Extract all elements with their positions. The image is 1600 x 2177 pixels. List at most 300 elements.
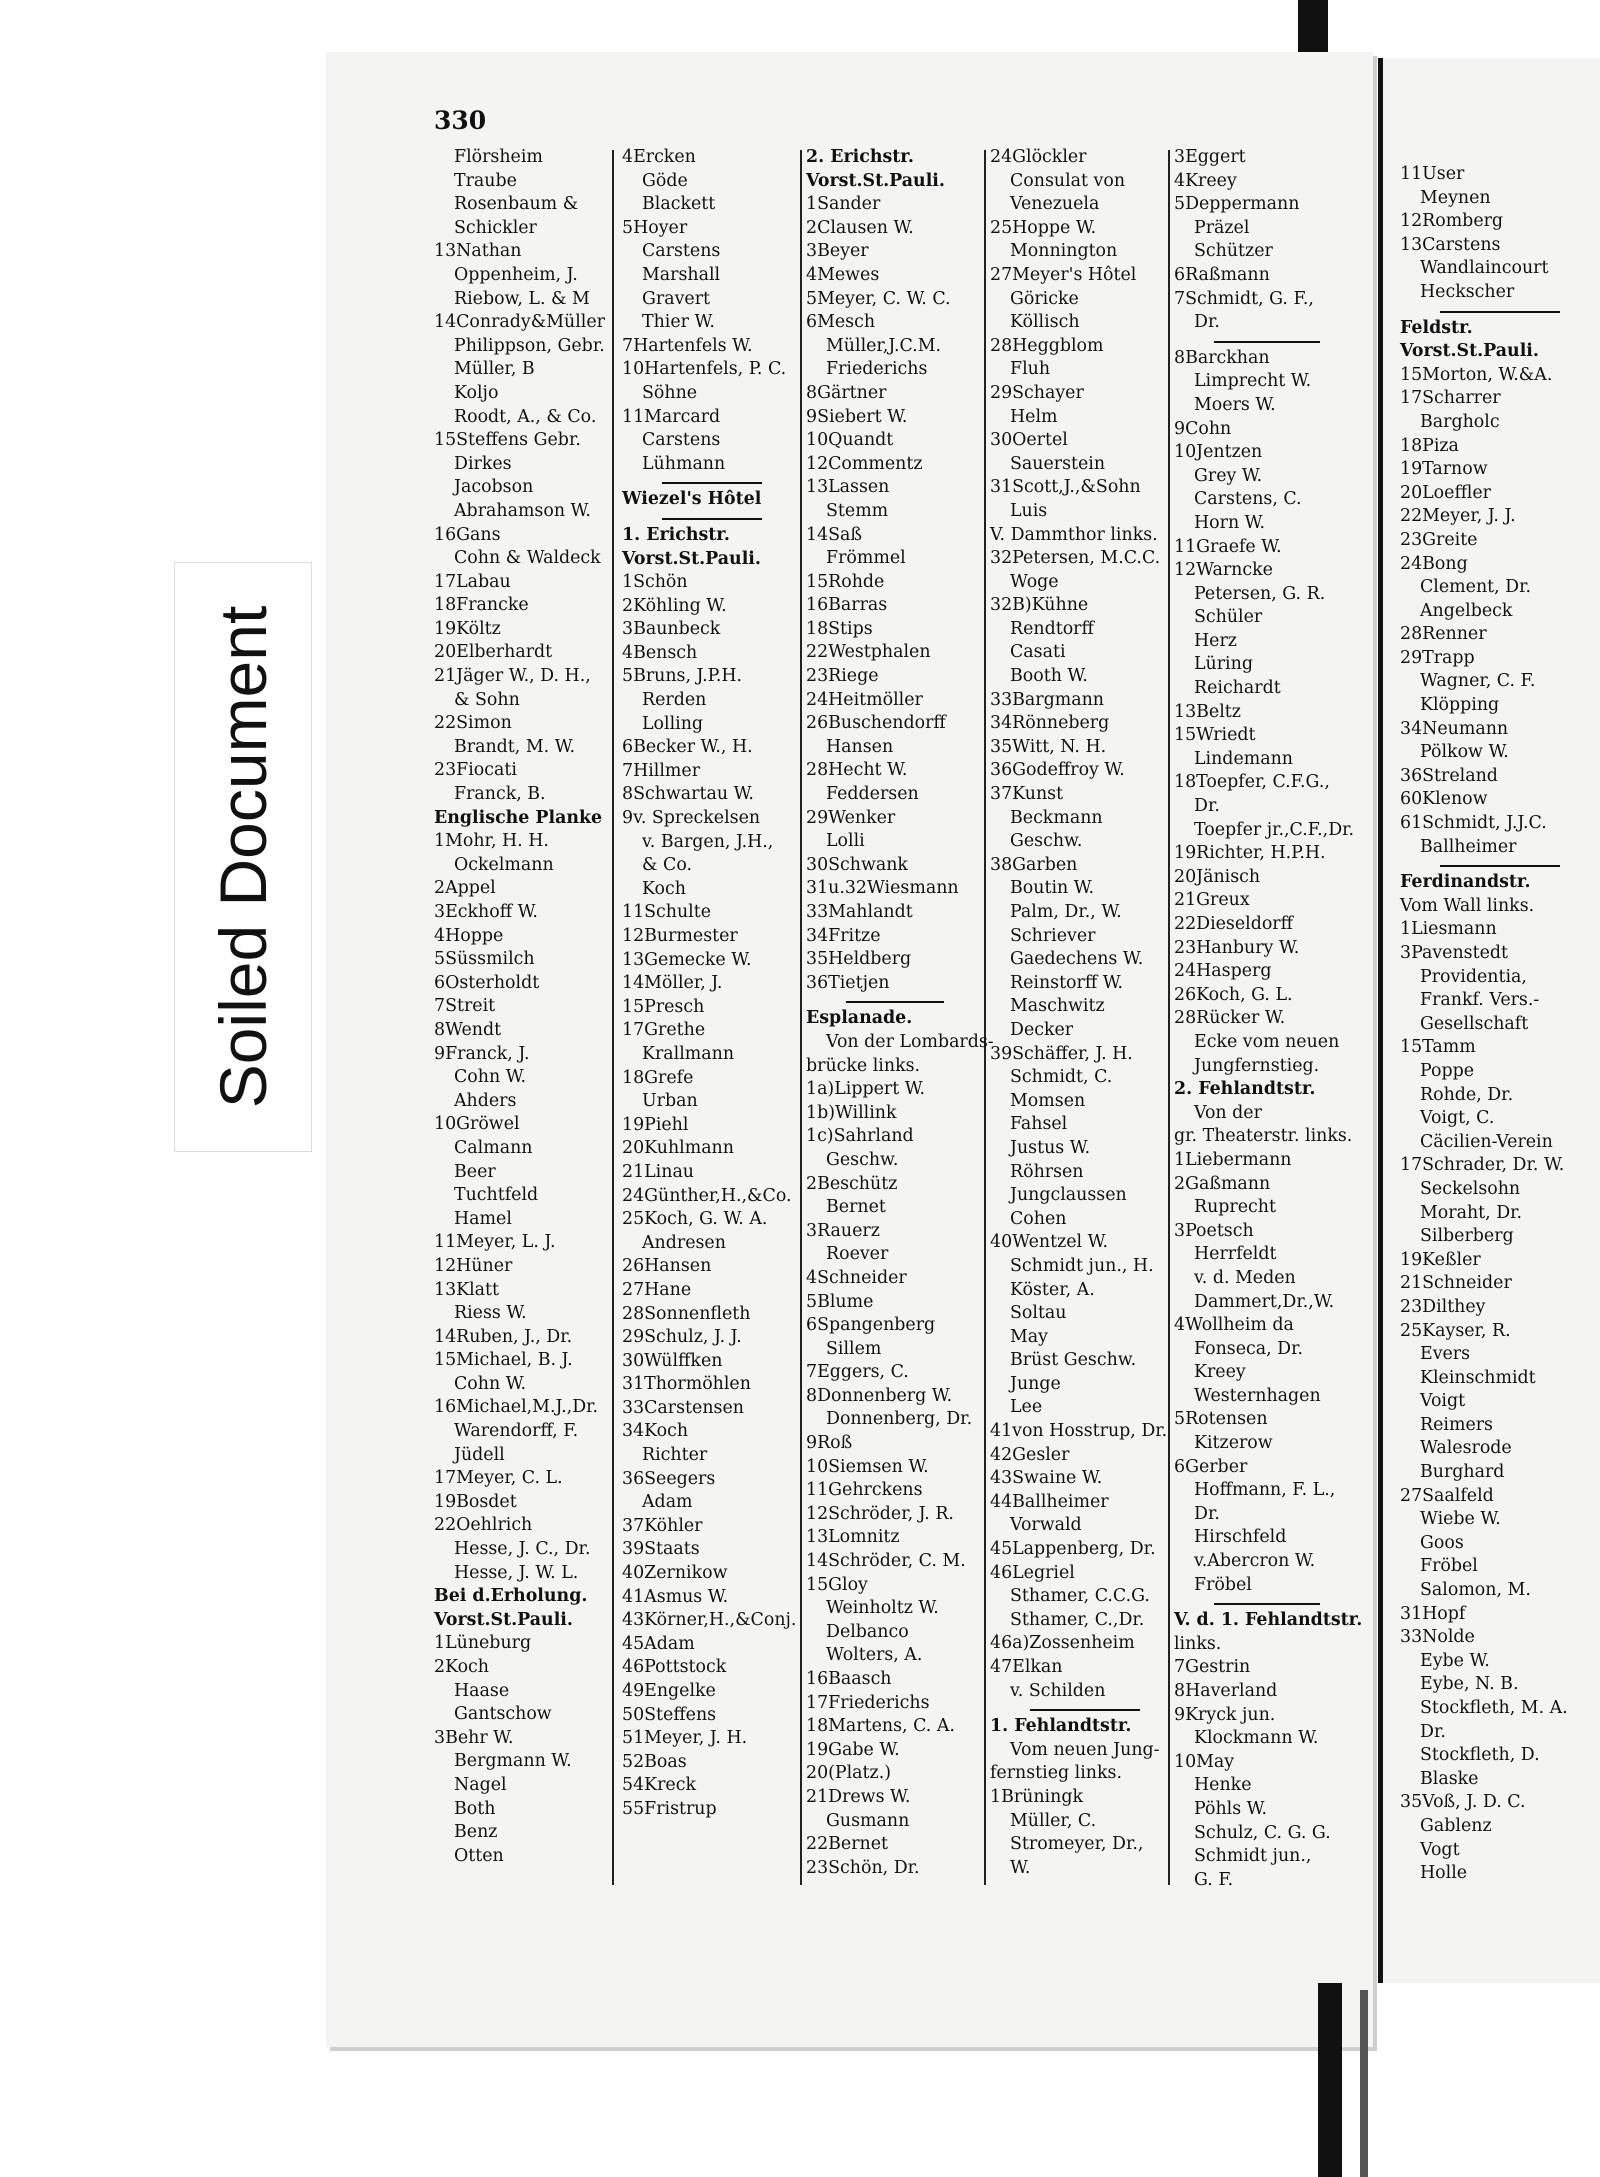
street-heading: Wiezel's Hôtel <box>622 489 762 510</box>
directory-entry: Toepfer jr.,C.F.,Dr. <box>1194 819 1355 840</box>
street-heading: Englische Planke <box>434 807 603 828</box>
directory-entry: Stromeyer, Dr., <box>1010 1834 1144 1855</box>
directory-entry: 2Koch <box>434 1657 489 1677</box>
directory-entry: Silberberg <box>1420 1226 1514 1247</box>
directory-entry: 15Morton, W.&A. <box>1400 364 1553 385</box>
directory-entry: gr. Theaterstr. links. <box>1174 1126 1353 1147</box>
directory-entry: 7Gestrin <box>1174 1657 1251 1678</box>
directory-entry: 19Költz <box>434 618 501 639</box>
street-heading: Bei d.Erholung. <box>434 1586 588 1607</box>
street-heading: 1. Erichstr. <box>622 524 730 545</box>
column-divider <box>984 150 986 1885</box>
directory-entry: 2Beschütz <box>806 1173 898 1194</box>
directory-entry: 6Raßmann <box>1174 264 1270 285</box>
directory-entry: 13Lomnitz <box>806 1527 900 1548</box>
directory-entry: 3Pavenstedt <box>1400 943 1508 963</box>
directory-entry: Dr. <box>1194 312 1220 333</box>
directory-entry: Moraht, Dr. <box>1420 1202 1523 1223</box>
directory-entry: Dammert,Dr.,W. <box>1194 1291 1335 1312</box>
directory-entry: Jacobson <box>454 477 534 498</box>
directory-entry: Boutin W. <box>1010 878 1095 899</box>
directory-entry: Adam <box>642 1492 693 1513</box>
directory-entry: 2Appel <box>434 878 496 899</box>
directory-entry: Friederichs <box>826 359 928 380</box>
directory-entry: Sthamer, C.,Dr. <box>1010 1609 1145 1630</box>
directory-entry: v. d. Meden <box>1194 1267 1296 1288</box>
directory-entry: Salomon, M. <box>1420 1580 1531 1601</box>
directory-entry: Ballheimer <box>1420 836 1517 857</box>
directory-entry: 12Burmester <box>622 926 738 946</box>
directory-entry: Reichardt <box>1194 678 1281 699</box>
directory-entry: Präzel <box>1194 217 1250 238</box>
street-heading: Ferdinandstr. <box>1400 872 1531 893</box>
book-binding-bottom <box>1318 1983 1342 2177</box>
directory-entry: Müller, B <box>454 359 535 380</box>
directory-entry: Dr. <box>1194 796 1220 817</box>
directory-entry: 3Beyer <box>806 241 869 262</box>
directory-entry: 1Sander <box>806 194 881 215</box>
directory-entry: 34Rönneberg <box>990 713 1110 734</box>
directory-entry: 10Quandt <box>806 430 894 451</box>
directory-entry: Wolters, A. <box>826 1645 923 1666</box>
directory-entry: 41von Hosstrup, Dr. <box>990 1421 1168 1442</box>
directory-entry: Heckscher <box>1420 281 1515 302</box>
directory-entry: 42Gesler <box>990 1444 1070 1465</box>
directory-entry: 30Oertel <box>990 430 1068 451</box>
directory-entry: 14Ruben, J., Dr. <box>434 1326 573 1347</box>
directory-entry: W. <box>1010 1857 1031 1878</box>
directory-entry: 4Wollheim da <box>1174 1315 1294 1336</box>
directory-entry: Vorwald <box>1010 1515 1082 1536</box>
directory-entry: Richter <box>642 1445 708 1466</box>
directory-entry: Cohn & Waldeck <box>454 548 601 569</box>
directory-entry: Woge <box>1010 571 1059 592</box>
directory-entry: Thier W. <box>642 312 715 333</box>
directory-entry: Lindemann <box>1194 748 1293 769</box>
directory-entry: Müller,J.C.M. <box>826 335 942 356</box>
directory-entry: 5Deppermann <box>1174 194 1300 215</box>
directory-entry: Schüler <box>1194 607 1263 628</box>
directory-entry: 16Barras <box>806 595 888 616</box>
directory-entry: Stockfleth, M. A. <box>1420 1698 1568 1718</box>
directory-entry: 18Grefe <box>622 1067 694 1088</box>
directory-entry: 26Hansen <box>622 1256 712 1277</box>
directory-entry: Feddersen <box>826 784 919 805</box>
directory-entry: 1a)Lippert W. <box>806 1079 926 1100</box>
directory-entry: Wagner, C. F. <box>1420 671 1536 692</box>
directory-entry: Schmidt jun., H. <box>1010 1255 1154 1276</box>
directory-entry: 14Saß <box>806 524 863 545</box>
directory-entry: Monnington <box>1010 241 1118 262</box>
directory-entry: 29Wenker <box>806 807 896 828</box>
directory-entry: 35Heldberg <box>806 949 912 970</box>
directory-entry: Carstens <box>642 430 721 451</box>
directory-entry: 18Stips <box>806 618 873 639</box>
section-rule <box>622 476 802 488</box>
book-binding-top <box>1298 0 1328 52</box>
directory-entry: 20Loeffler <box>1400 482 1491 503</box>
directory-entry: 19Tarnow <box>1400 459 1488 480</box>
directory-entry: May <box>1010 1326 1048 1347</box>
directory-entry: Cäcilien-Verein <box>1420 1131 1553 1152</box>
directory-entry: Andresen <box>642 1232 726 1253</box>
directory-entry: Otten <box>454 1845 504 1866</box>
directory-entry: Fluh <box>1010 359 1051 380</box>
directory-entry: Bergmann W. <box>454 1751 572 1772</box>
directory-entry: 6Becker W., H. <box>622 737 753 758</box>
directory-entry: Schickler <box>454 217 537 238</box>
directory-entry: Lee <box>1010 1397 1043 1418</box>
directory-entry: 17Meyer, C. L. <box>434 1468 563 1489</box>
directory-entry: 4Hoppe <box>434 925 504 946</box>
directory-entry: 4Schneider <box>806 1267 907 1288</box>
directory-entry: Blaske <box>1420 1768 1479 1789</box>
directory-entry: 5Meyer, C. W. C. <box>806 288 951 309</box>
directory-entry: 28Rücker W. <box>1174 1008 1286 1029</box>
directory-entry: 40Wentzel W. <box>990 1232 1108 1253</box>
directory-entry: 16Baasch <box>806 1669 892 1689</box>
directory-entry: 60Klenow <box>1400 789 1488 810</box>
directory-entry: 21Jäger W., D. H., <box>434 666 591 687</box>
directory-entry: 5Bruns, J.P.H. <box>622 666 743 687</box>
directory-entry: Momsen <box>1010 1090 1086 1111</box>
directory-entry: 4Ercken <box>622 147 696 167</box>
directory-entry: Hoffmann, F. L., <box>1194 1480 1336 1501</box>
directory-entry: 7Hillmer <box>622 760 701 781</box>
directory-entry: Beckmann <box>1010 807 1103 828</box>
directory-entry: Limprecht W. <box>1194 371 1312 392</box>
directory-entry: 4Bensch <box>622 642 698 663</box>
directory-entry: Haase <box>454 1680 510 1701</box>
directory-entry: 3Eggert <box>1174 147 1246 167</box>
directory-entry: Gaedechens W. <box>1010 949 1144 970</box>
directory-entry: Geschw. <box>1010 831 1083 852</box>
directory-entry: 1Lüneburg <box>434 1633 532 1654</box>
directory-entry: 37Köhler <box>622 1515 703 1536</box>
directory-column-4 <box>990 146 1180 1880</box>
directory-entry: Röhrsen <box>1010 1161 1084 1182</box>
directory-entry: Jungfernstieg. <box>1194 1055 1320 1076</box>
directory-entry: Palm, Dr., W. <box>1010 902 1122 922</box>
directory-entry: 15Michael, B. J. <box>434 1350 573 1371</box>
directory-entry: Eybe, N. B. <box>1420 1674 1519 1695</box>
section-rule <box>1400 305 1600 317</box>
directory-entry: Fröbel <box>1420 1556 1478 1577</box>
directory-entry: 28Heggblom <box>990 335 1104 356</box>
directory-entry: 11Gehrckens <box>806 1480 923 1501</box>
directory-entry: 32B)Kühne <box>990 595 1089 616</box>
directory-entry: Gablenz <box>1420 1815 1492 1836</box>
directory-entry: Gantschow <box>454 1704 552 1725</box>
directory-entry: 15Gloy <box>806 1574 868 1595</box>
directory-entry: Oppenheim, J. <box>454 264 578 285</box>
directory-column-2 <box>622 146 802 1822</box>
directory-entry: 6Spangenberg <box>806 1315 936 1336</box>
directory-entry: Moers W. <box>1194 394 1276 415</box>
directory-entry: 3Baunbeck <box>622 619 721 640</box>
directory-entry: Gesellschaft <box>1420 1013 1529 1034</box>
directory-entry: Pöhls W. <box>1194 1798 1268 1819</box>
directory-entry: 5Rotensen <box>1174 1409 1268 1430</box>
directory-entry: 10Gröwel <box>434 1114 520 1135</box>
street-heading: V. d. 1. Fehlandtstr. <box>1174 1610 1363 1631</box>
directory-entry: 36Streland <box>1400 765 1498 786</box>
directory-entry: 23Riege <box>806 666 879 687</box>
directory-column-5 <box>1174 146 1363 1892</box>
directory-entry: Schriever <box>1010 925 1096 946</box>
directory-entry: 46Pottstock <box>622 1657 727 1678</box>
directory-entry: Wandlaincourt <box>1420 258 1549 279</box>
directory-entry: 19Piehl <box>622 1114 689 1135</box>
directory-entry: 16Gans <box>434 524 501 545</box>
directory-entry: 18Toepfer, C.F.G., <box>1174 772 1330 793</box>
directory-entry: 22Simon <box>434 713 512 734</box>
directory-entry: 12Hüner <box>434 1255 513 1276</box>
directory-entry: Abrahamson W. <box>454 500 591 521</box>
directory-entry: Riess W. <box>454 1303 527 1324</box>
directory-entry: Rendtorff <box>1010 618 1094 639</box>
directory-entry: 5Süssmilch <box>434 949 535 970</box>
directory-entry: Ecke vom neuen <box>1194 1031 1340 1052</box>
soiled-document-stamp <box>174 562 312 1152</box>
directory-entry: Göricke <box>1010 288 1079 309</box>
directory-entry: 10Jentzen <box>1174 442 1263 463</box>
directory-entry: Sillem <box>826 1338 882 1359</box>
directory-entry: 18Francke <box>434 595 529 616</box>
directory-entry: Casati <box>1010 642 1066 663</box>
directory-entry: Evers <box>1420 1344 1471 1365</box>
directory-entry: Providentia, <box>1420 966 1527 987</box>
street-heading: 1. Fehlandtstr. <box>990 1716 1132 1737</box>
directory-entry: 46Legriel <box>990 1562 1075 1583</box>
directory-entry: 1Liesmann <box>1400 919 1497 940</box>
directory-entry: Krallmann <box>642 1043 735 1064</box>
directory-entry: Helm <box>1010 406 1058 427</box>
directory-entry: 27Hane <box>622 1279 692 1300</box>
directory-entry: 26Koch, G. L. <box>1174 984 1293 1005</box>
directory-entry: Holle <box>1420 1863 1468 1884</box>
directory-entry: 9Cohn <box>1174 418 1232 439</box>
directory-entry: Seckelsohn <box>1420 1178 1521 1199</box>
directory-entry: Angelbeck <box>1420 600 1513 621</box>
directory-entry: 11Schulte <box>622 902 712 923</box>
directory-entry: 13Lassen <box>806 477 890 498</box>
section-rule <box>990 1703 1180 1715</box>
directory-entry: Dr. <box>1420 1721 1446 1742</box>
directory-entry: 8Haverland <box>1174 1681 1278 1701</box>
directory-entry: Riebow, L. & M <box>454 288 590 309</box>
directory-entry: Bargholc <box>1420 411 1500 432</box>
directory-entry: 47Elkan <box>990 1657 1063 1677</box>
directory-entry: 14Conrady&Müller <box>434 312 605 333</box>
directory-entry: Lolling <box>642 713 704 734</box>
directory-entry: Schützer <box>1194 241 1273 262</box>
directory-entry: Donnenberg, Dr. <box>826 1409 973 1430</box>
section-rule <box>1174 1597 1360 1609</box>
directory-entry: Consulat von <box>1010 170 1126 191</box>
directory-entry: 44Ballheimer <box>990 1491 1109 1512</box>
directory-entry: Dr. <box>1194 1503 1220 1524</box>
directory-entry: 19Keßler <box>1400 1249 1481 1270</box>
directory-entry: Von der Lombards- <box>826 1031 994 1052</box>
directory-entry: 2Köhling W. <box>622 595 727 616</box>
directory-entry: Reinstorff W. <box>1010 972 1124 993</box>
directory-entry: 3Rauerz <box>806 1220 880 1241</box>
directory-entry: Kleinschmidt <box>1420 1367 1536 1388</box>
directory-entry: 22Oehlrich <box>434 1515 533 1536</box>
directory-entry: Schmidt jun., <box>1194 1846 1312 1867</box>
directory-entry: 28Hecht W. <box>806 760 908 781</box>
directory-entry: Roever <box>826 1244 889 1265</box>
page-number: 330 <box>434 106 487 135</box>
directory-entry: Justus W. <box>1010 1137 1091 1158</box>
directory-entry: 31Thormöhlen <box>622 1374 751 1395</box>
directory-entry: Jüdell <box>454 1444 505 1465</box>
directory-entry: 18Piza <box>1400 435 1459 456</box>
directory-entry: 13Nathan <box>434 241 522 262</box>
directory-entry: 49Engelke <box>622 1681 716 1701</box>
directory-entry: 19Bosdet <box>434 1491 517 1512</box>
directory-entry: Fröbel <box>1194 1574 1252 1595</box>
directory-entry: 21Schneider <box>1400 1273 1512 1294</box>
directory-entry: Pölkow W. <box>1420 742 1509 763</box>
directory-entry: 19Gabe W. <box>806 1739 900 1760</box>
directory-entry: Cohn W. <box>454 1067 527 1088</box>
directory-entry: 55Fristrup <box>622 1798 717 1819</box>
directory-entry: Goos <box>1420 1532 1464 1553</box>
directory-entry: Horn W. <box>1194 512 1266 533</box>
street-heading: Vorst.St.Pauli. <box>434 1609 573 1630</box>
directory-entry: Brüst Geschw. <box>1010 1350 1137 1371</box>
directory-entry: 10Siemsen W. <box>806 1456 929 1477</box>
directory-entry: 38Garben <box>990 854 1078 875</box>
directory-entry: Eybe W. <box>1420 1650 1490 1671</box>
directory-entry: 34Fritze <box>806 925 881 946</box>
directory-entry: 46a)Zossenheim <box>990 1633 1135 1654</box>
section-rule <box>1400 859 1600 871</box>
directory-entry: Rosenbaum & <box>454 194 579 215</box>
directory-entry: 2Gaßmann <box>1174 1173 1271 1194</box>
directory-entry: Franck, B. <box>454 784 546 805</box>
directory-entry: 31u.32Wiesmann <box>806 878 959 899</box>
directory-entry: 21Linau <box>622 1161 695 1182</box>
directory-entry: 11User <box>1400 164 1465 184</box>
directory-entry: & Co. <box>642 855 693 876</box>
directory-entry: Cohen <box>1010 1208 1067 1229</box>
directory-entry: 1Liebermann <box>1174 1149 1292 1170</box>
directory-entry: 33Nolde <box>1400 1627 1475 1648</box>
directory-entry: 3Poetsch <box>1174 1220 1254 1241</box>
directory-entry: 7Hartenfels W. <box>622 335 753 356</box>
directory-entry: Köster, A. <box>1010 1279 1095 1300</box>
directory-entry: Frankf. Vers.- <box>1420 990 1540 1011</box>
directory-entry: Fahsel <box>1010 1114 1068 1135</box>
directory-entry: Junge <box>1010 1373 1061 1394</box>
directory-entry: 43Körner,H.,&Conj. <box>622 1610 797 1631</box>
directory-entry: 20Kuhlmann <box>622 1138 734 1159</box>
directory-entry: Kreey <box>1194 1362 1246 1383</box>
directory-entry: 4Kreey <box>1174 170 1237 191</box>
directory-entry: 34Neumann <box>1400 718 1509 739</box>
directory-entry: 9Roß <box>806 1433 853 1454</box>
directory-entry: 31Scott,J.,&Sohn <box>990 477 1141 498</box>
directory-entry: 25Koch, G. W. A. <box>622 1209 768 1230</box>
book-binding-shadow <box>1360 1990 1368 2177</box>
directory-entry: Flörsheim <box>454 147 543 167</box>
directory-entry: Ockelmann <box>454 854 554 875</box>
directory-entry: Henke <box>1194 1775 1252 1796</box>
directory-entry: 9Kryck jun. <box>1174 1704 1276 1725</box>
directory-entry: Koljo <box>454 382 499 403</box>
street-heading: Vorst.St.Pauli. <box>806 170 945 191</box>
directory-entry: Ruprecht <box>1194 1197 1276 1218</box>
facing-page-column <box>1400 163 1600 1886</box>
directory-entry: 15Tamm <box>1400 1037 1476 1058</box>
directory-entry: Cohn W. <box>454 1373 527 1394</box>
directory-entry: 33Carstensen <box>622 1397 744 1418</box>
directory-column-3 <box>806 146 994 1880</box>
directory-entry: 35Voß, J. D. C. <box>1400 1792 1526 1813</box>
directory-entry: 45Adam <box>622 1633 695 1654</box>
directory-entry: Traube <box>454 170 517 191</box>
directory-entry: 11Graefe W. <box>1174 536 1282 557</box>
directory-entry: 3Behr W. <box>434 1727 514 1748</box>
directory-entry: 29Schayer <box>990 382 1084 403</box>
directory-entry: 6Gerber <box>1174 1456 1248 1477</box>
directory-entry: Lühmann <box>642 453 726 474</box>
directory-entry: 13Klatt <box>434 1279 500 1300</box>
directory-entry: Bernet <box>826 1197 886 1218</box>
directory-entry: Meynen <box>1420 187 1491 208</box>
street-heading: 2. Fehlandtstr. <box>1174 1079 1316 1100</box>
directory-entry: 29Schulz, J. J. <box>622 1327 742 1348</box>
directory-entry: 25Kayser, R. <box>1400 1320 1511 1341</box>
directory-entry: Herrfeldt <box>1194 1244 1277 1265</box>
directory-entry: 13Beltz <box>1174 701 1241 722</box>
directory-entry: Tuchtfeld <box>454 1185 539 1206</box>
directory-entry: 10May <box>1174 1751 1235 1772</box>
directory-entry: Göde <box>642 170 688 191</box>
directory-entry: 12Warncke <box>1174 560 1273 581</box>
section-rule <box>622 512 802 524</box>
directory-entry: 14Möller, J. <box>622 973 723 994</box>
directory-entry: 11Marcard <box>622 406 721 427</box>
directory-entry: 61Schmidt, J.J.C. <box>1400 813 1547 834</box>
directory-entry: 15Presch <box>622 996 705 1017</box>
directory-entry: Weinholtz W. <box>826 1598 939 1619</box>
directory-entry: Soltau <box>1010 1303 1067 1324</box>
directory-entry: 54Kreck <box>622 1775 697 1796</box>
directory-entry: Müller, C. <box>1010 1810 1097 1831</box>
directory-entry: 7Schmidt, G. F., <box>1174 288 1314 309</box>
directory-entry: Maschwitz <box>1010 996 1105 1017</box>
street-heading: Vorst.St.Pauli. <box>622 548 761 569</box>
directory-entry: 14Schröder, C. M. <box>806 1551 966 1572</box>
directory-entry: 24Günther,H.,&Co. <box>622 1185 792 1206</box>
directory-entry: Stemm <box>826 500 889 521</box>
directory-entry: 1Schön <box>622 572 688 593</box>
directory-entry: Herz <box>1194 630 1237 651</box>
directory-entry: 21Drews W. <box>806 1786 911 1807</box>
directory-entry: Gravert <box>642 288 710 309</box>
directory-entry: 4Mewes <box>806 264 880 285</box>
street-heading: Esplanade. <box>806 1008 913 1029</box>
directory-entry: Hamel <box>454 1208 512 1229</box>
directory-entry: 15Rohde <box>806 571 885 592</box>
directory-entry: Söhne <box>642 382 698 403</box>
directory-entry: Rohde, Dr. <box>1420 1084 1514 1105</box>
directory-entry: Petersen, G. R. <box>1194 583 1326 604</box>
